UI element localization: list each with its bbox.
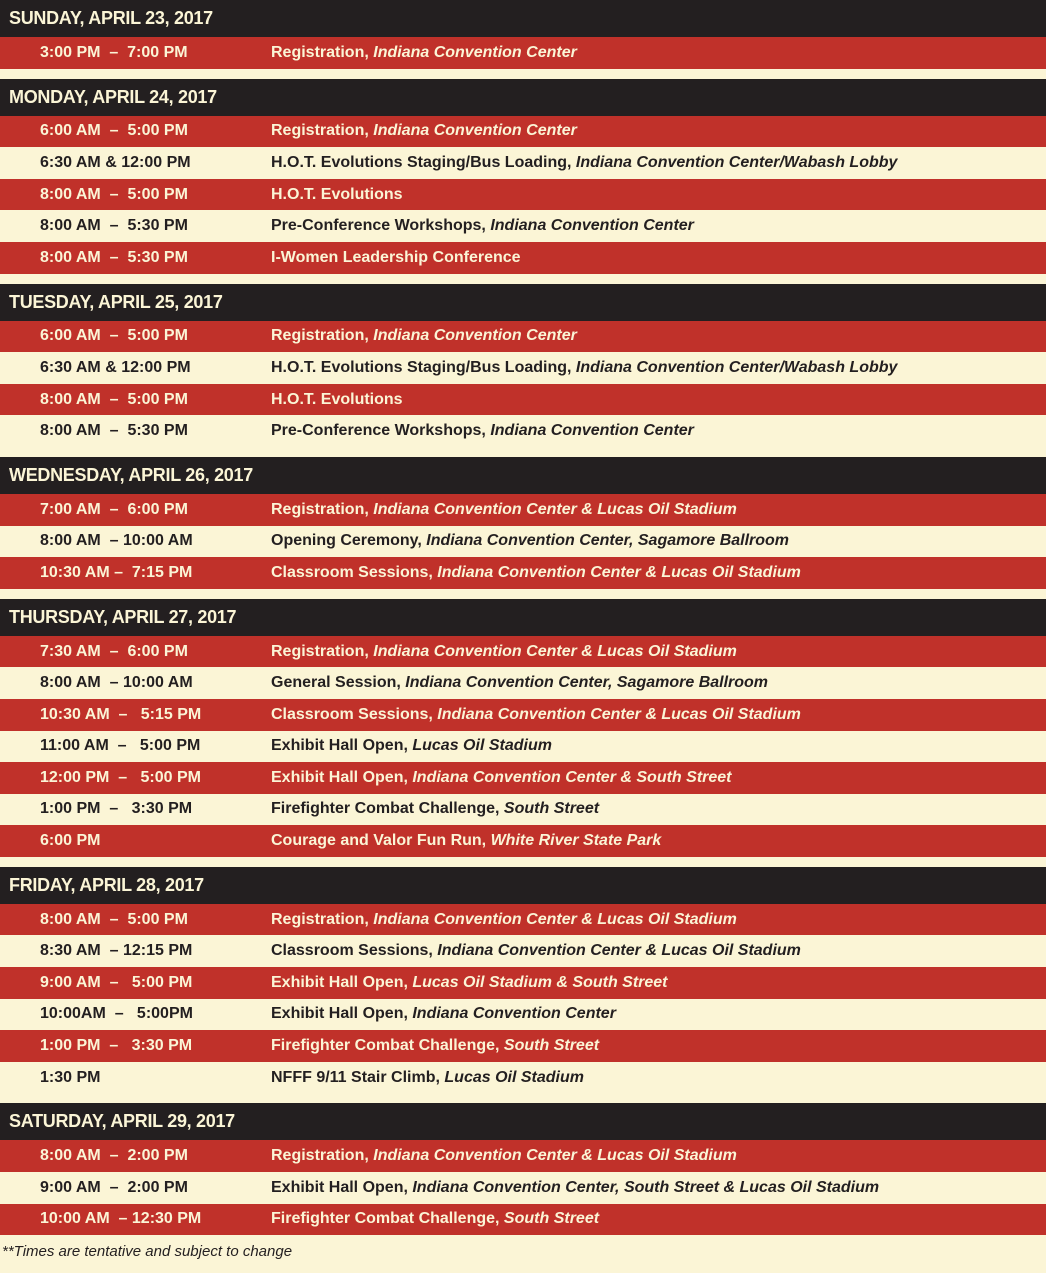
event-description <box>230 942 1046 960</box>
event-location: Indiana Convention Center & Lucas Oil Stadium <box>373 910 737 928</box>
event-description <box>230 249 1046 267</box>
day-section <box>0 284 1046 447</box>
schedule-row <box>0 825 1046 857</box>
day-header: MONDAY, APRIL 24, 2017 <box>0 79 1046 116</box>
event-time: 9:00 AM – 2:00 PM <box>40 1178 188 1196</box>
event-description <box>230 217 1046 235</box>
event-time: 10:30 AM – 5:15 PM <box>40 705 202 723</box>
schedule-row <box>0 1140 1046 1172</box>
event-time: 9:00 AM – 5:00 PM <box>40 973 193 991</box>
event-time: 8:00 AM – 5:30 PM <box>40 217 188 235</box>
day-section <box>0 0 1046 69</box>
event-location: Lucas Oil Stadium <box>444 1068 584 1086</box>
event-name: Registration, <box>271 500 369 518</box>
event-location: White River State Park <box>490 832 662 850</box>
schedule-row <box>0 999 1046 1031</box>
event-name: Registration, <box>271 910 369 928</box>
day-header: WEDNESDAY, APRIL 26, 2017 <box>0 457 1046 494</box>
event-location: Indiana Convention Center <box>490 422 694 440</box>
event-location: Indiana Convention Center/Wabash Lobby <box>575 358 898 376</box>
schedule-row <box>0 731 1046 763</box>
event-description <box>230 674 1046 692</box>
event-description <box>230 643 1046 661</box>
schedule-row <box>0 904 1046 936</box>
event-time: 11:00 AM – 5:00 PM <box>40 737 201 755</box>
schedule-row <box>0 116 1046 148</box>
event-description <box>230 154 1046 172</box>
event-description <box>230 532 1046 550</box>
event-location: Indiana Convention Center <box>373 43 577 61</box>
event-description <box>230 391 1046 409</box>
event-time: 12:00 PM – 5:00 PM <box>40 768 201 786</box>
event-location: Lucas Oil Stadium & South Street <box>412 973 668 991</box>
event-name: Classroom Sessions, <box>271 942 433 960</box>
event-time: 8:30 AM – 12:15 PM <box>40 942 193 960</box>
event-description <box>230 737 1046 755</box>
footnote: **Times are tentative and subject to change <box>2 1243 293 1261</box>
schedule-row <box>0 1172 1046 1204</box>
event-name: General Session, <box>271 674 401 692</box>
event-name: Classroom Sessions, <box>271 563 433 581</box>
event-name: H.O.T. Evolutions Staging/Bus Loading, <box>271 358 572 376</box>
event-name: H.O.T. Evolutions Staging/Bus Loading, <box>271 153 572 171</box>
event-time: 6:30 AM & 12:00 PM <box>40 153 191 171</box>
schedule-row <box>0 352 1046 384</box>
event-name: Registration, <box>271 642 369 660</box>
event-name: Exhibit Hall Open, <box>271 768 408 786</box>
event-location: Indiana Convention Center & Lucas Oil Stadium <box>437 563 801 581</box>
event-location: Indiana Convention Center & Lucas Oil Stadium <box>437 705 801 723</box>
event-name: I-Women Leadership Conference <box>271 248 521 266</box>
schedule-row <box>0 526 1046 558</box>
event-name: Firefighter Combat Challenge, <box>271 800 500 818</box>
event-description <box>230 1037 1046 1055</box>
event-time: 6:00 AM – 5:00 PM <box>40 327 188 345</box>
day-section <box>0 867 1046 1094</box>
event-name: Registration, <box>271 43 369 61</box>
event-time: 7:00 AM – 6:00 PM <box>40 500 188 518</box>
event-location: Indiana Convention Center <box>490 217 694 235</box>
event-location: Indiana Convention Center/Wabash Lobby <box>575 153 898 171</box>
event-name: Exhibit Hall Open, <box>271 1178 408 1196</box>
event-location: Indiana Convention Center & Lucas Oil Stadium <box>373 500 737 518</box>
schedule-row <box>0 147 1046 179</box>
event-name: Firefighter Combat Challenge, <box>271 1037 500 1055</box>
event-location: South Street <box>503 1037 600 1055</box>
event-time: 8:00 AM – 5:00 PM <box>40 185 188 203</box>
event-time: 1:00 PM – 3:30 PM <box>40 800 193 818</box>
event-description <box>230 422 1046 440</box>
event-description <box>230 974 1046 992</box>
event-name: Registration, <box>271 122 369 140</box>
day-header: SUNDAY, APRIL 23, 2017 <box>0 0 1046 37</box>
event-time: 10:00 AM – 12:30 PM <box>40 1210 202 1228</box>
event-name: NFFF 9/11 Stair Climb, <box>271 1068 440 1086</box>
event-description <box>230 1210 1046 1228</box>
event-name: Pre-Conference Workshops, <box>271 217 486 235</box>
day-section <box>0 1103 1046 1235</box>
event-name: Registration, <box>271 327 369 345</box>
event-name: Classroom Sessions, <box>271 705 433 723</box>
event-location: Indiana Convention Center & Lucas Oil Stadium <box>373 642 737 660</box>
event-name: Registration, <box>271 1147 369 1165</box>
event-time: 8:00 AM – 5:30 PM <box>40 248 188 266</box>
event-time: 1:30 PM <box>40 1068 101 1086</box>
event-name: Exhibit Hall Open, <box>271 1005 408 1023</box>
schedule-row <box>0 667 1046 699</box>
schedule-row <box>0 699 1046 731</box>
event-location: Indiana Convention Center, South Street & Lucas Oil Stadium <box>412 1178 880 1196</box>
schedule-row <box>0 1030 1046 1062</box>
event-location: Indiana Convention Center & South Street <box>412 768 732 786</box>
event-description <box>230 122 1046 140</box>
schedule-row <box>0 494 1046 526</box>
event-time: 8:00 AM – 5:30 PM <box>40 422 188 440</box>
event-description <box>230 359 1046 377</box>
event-description <box>230 44 1046 62</box>
schedule-row <box>0 242 1046 274</box>
schedule-row <box>0 935 1046 967</box>
event-location: Indiana Convention Center <box>373 122 577 140</box>
event-name: Exhibit Hall Open, <box>271 737 408 755</box>
event-name: Firefighter Combat Challenge, <box>271 1210 500 1228</box>
day-header: SATURDAY, APRIL 29, 2017 <box>0 1103 1046 1140</box>
event-location: Indiana Convention Center & Lucas Oil Stadium <box>437 942 801 960</box>
event-time: 6:30 AM & 12:00 PM <box>40 358 191 376</box>
event-name: Exhibit Hall Open, <box>271 973 408 991</box>
day-header: FRIDAY, APRIL 28, 2017 <box>0 867 1046 904</box>
event-name: H.O.T. Evolutions <box>271 185 403 203</box>
event-location: Indiana Convention Center & Lucas Oil Stadium <box>373 1147 737 1165</box>
event-time: 10:30 AM – 7:15 PM <box>40 563 193 581</box>
event-description <box>230 911 1046 929</box>
event-time: 8:00 AM – 2:00 PM <box>40 1147 188 1165</box>
event-description <box>230 1005 1046 1023</box>
event-description <box>230 769 1046 787</box>
event-description <box>230 186 1046 204</box>
event-location: Indiana Convention Center, Sagamore Ballroom <box>426 532 790 550</box>
event-location: South Street <box>503 800 600 818</box>
event-description <box>230 1179 1046 1197</box>
day-section <box>0 599 1046 857</box>
event-location: Indiana Convention Center <box>373 327 577 345</box>
event-time: 6:00 PM <box>40 832 101 850</box>
event-description <box>230 327 1046 345</box>
event-time: 1:00 PM – 3:30 PM <box>40 1037 193 1055</box>
event-description <box>230 1069 1046 1087</box>
event-description <box>230 706 1046 724</box>
event-time: 8:00 AM – 10:00 AM <box>40 674 193 692</box>
event-time: 8:00 AM – 10:00 AM <box>40 532 193 550</box>
event-description <box>230 1147 1046 1165</box>
schedule-row <box>0 1062 1046 1094</box>
schedule-row <box>0 210 1046 242</box>
event-time: 7:30 AM – 6:00 PM <box>40 642 188 660</box>
day-section <box>0 79 1046 274</box>
event-name: Opening Ceremony, <box>271 532 422 550</box>
schedule-row <box>0 762 1046 794</box>
schedule-row <box>0 384 1046 416</box>
schedule-row <box>0 557 1046 589</box>
event-time: 8:00 AM – 5:00 PM <box>40 910 188 928</box>
event-time: 8:00 AM – 5:00 PM <box>40 390 188 408</box>
schedule-row <box>0 794 1046 826</box>
day-section <box>0 457 1046 589</box>
event-description <box>230 564 1046 582</box>
schedule-row <box>0 636 1046 668</box>
schedule-row <box>0 967 1046 999</box>
event-time: 3:00 PM – 7:00 PM <box>40 43 188 61</box>
event-location: Indiana Convention Center, Sagamore Ballroom <box>405 674 769 692</box>
event-description <box>230 800 1046 818</box>
event-name: Pre-Conference Workshops, <box>271 422 486 440</box>
event-description <box>230 832 1046 850</box>
event-description <box>230 501 1046 519</box>
schedule-row <box>0 415 1046 447</box>
schedule-row <box>0 37 1046 69</box>
event-location: Indiana Convention Center <box>412 1005 616 1023</box>
day-header: TUESDAY, APRIL 25, 2017 <box>0 284 1046 321</box>
day-header: THURSDAY, APRIL 27, 2017 <box>0 599 1046 636</box>
schedule-row <box>0 179 1046 211</box>
event-time: 6:00 AM – 5:00 PM <box>40 122 188 140</box>
schedule-row <box>0 1204 1046 1236</box>
event-location: Lucas Oil Stadium <box>412 737 552 755</box>
event-location: South Street <box>503 1210 600 1228</box>
event-time: 10:00AM – 5:00PM <box>40 1005 193 1023</box>
event-name: Courage and Valor Fun Run, <box>271 832 487 850</box>
event-name: H.O.T. Evolutions <box>271 390 403 408</box>
schedule-row <box>0 321 1046 353</box>
